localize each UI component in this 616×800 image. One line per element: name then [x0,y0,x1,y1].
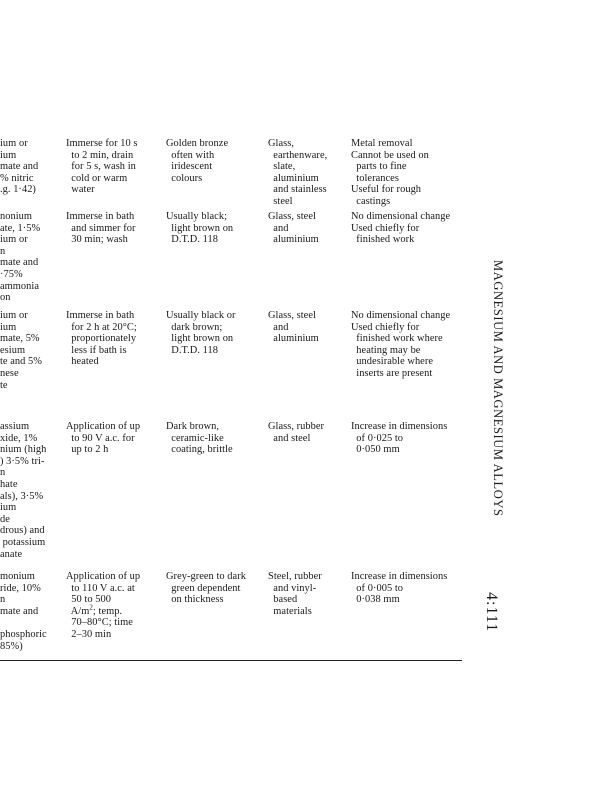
row3-solution: ium or ium mate, 5% esium te and 5% nese te [0,310,42,391]
row4-finish: Dark brown, ceramic-like coating, brittle [166,421,233,456]
row4-procedure: Application of up to 90 V a.c. for up to 2 h [66,421,141,456]
row3-masking: Glass, steel and aluminium [268,310,319,345]
row5-remarks: Increase in dimensions of 0·005 to 0·038 mm [351,571,448,606]
row5-solution: monium ride, 10% n mate and phosphoric 85%) [0,571,47,652]
row4-remarks: Increase in dimensions of 0·025 to 0·050 mm [351,421,448,456]
table-bottom-rule [0,660,462,661]
row5-procedure: Application of up to 110 V a.c. at 50 to 500 $A/m^2$; temp. 70–80°C; time 2–30 min [66,571,141,640]
row2-procedure: Immerse in bath and simmer for 30 min; wash [66,211,136,246]
page-number: 4:111 [483,592,500,633]
row3-remarks: No dimensional change Used chiefly for finished work where heating may be undesirable where inserts are present [351,310,451,379]
row5-masking: Steel, rubber and vinyl- based materials [268,571,322,617]
row5-finish: Grey-green to dark green dependent on thickness [166,571,246,606]
row3-procedure: Immerse in bath for 2 h at 20°C; proportionately less if bath is heated [66,310,137,368]
row2-remarks: No dimensional change Used chiefly for finished work [351,211,451,246]
row4-masking: Glass, rubber and steel [268,421,325,444]
row1-masking: Glass, earthenware, slate, aluminium and stainless steel [268,138,328,207]
row4-solution: assium xide, 1% nium (high ) 3·5% tri- n hate als), 3·5% ium de drous) and potassium anate [0,421,47,560]
row2-masking: Glass, steel and aluminium [268,211,319,246]
row3-finish: Usually black or dark brown; light brown on D.T.D. 118 [166,310,236,356]
running-head: MAGNESIUM AND MAGNESIUM ALLOYS [491,260,505,517]
row1-procedure: Immerse for 10 s to 2 min, drain for 5 s, wash in cold or warm water [66,138,138,196]
row1-solution: ium or ium mate and % nitric .g. 1·42) [0,138,39,196]
row1-remarks: Metal removal Cannot be used on parts to fine tolerances Useful for rough castings [351,138,429,207]
row1-finish: Golden bronze often with iridescent colours [166,138,229,184]
row2-solution: nonium ate, 1·5% ium or n mate and ·75% ammonia on [0,211,41,304]
row2-finish: Usually black; light brown on D.T.D. 118 [166,211,234,246]
